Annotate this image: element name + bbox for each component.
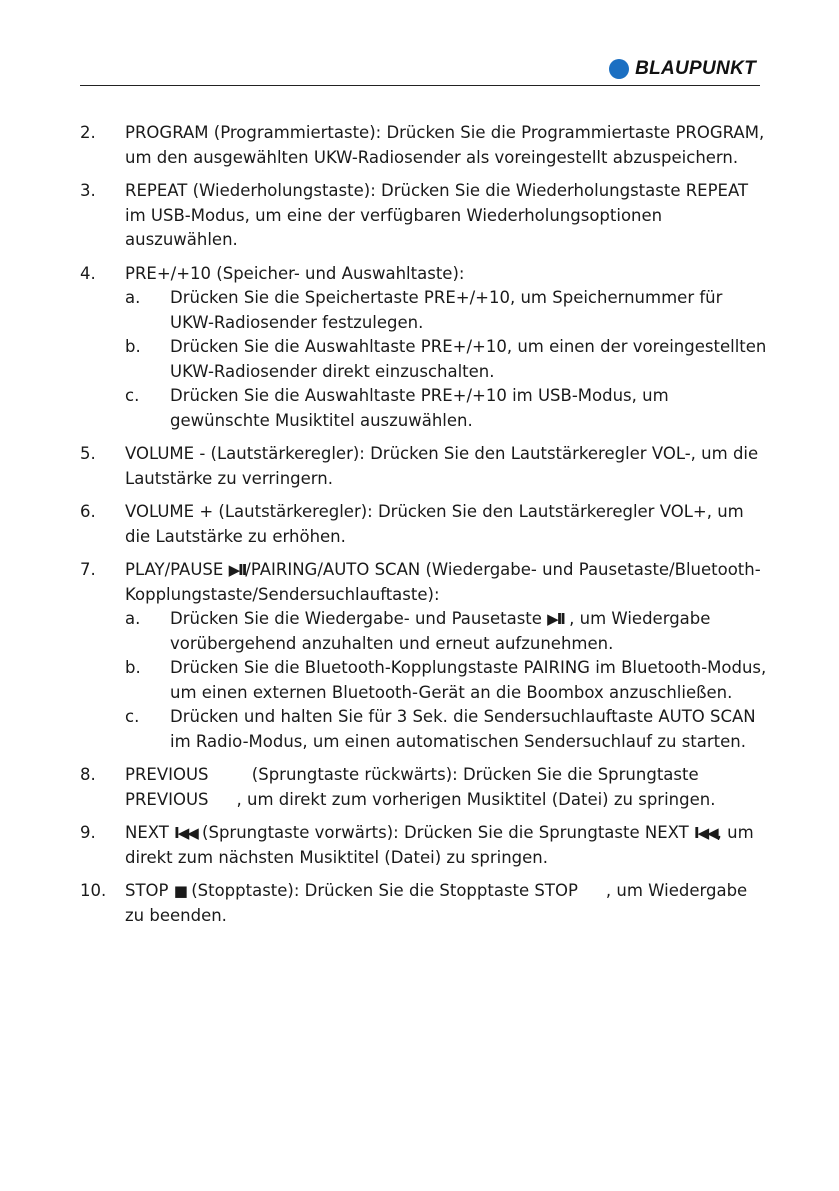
sub-item-c bbox=[125, 384, 770, 433]
item-text: PREVIOUS (Sprungtaste rückwärts): Drücken Sie die Sprungtaste PREVIOUS , um direkt zum vorherigen Musiktitel (Datei) zu springen. bbox=[125, 765, 716, 809]
item-number: 4. bbox=[80, 263, 96, 283]
sub-item-b bbox=[125, 335, 770, 384]
list-item-7 bbox=[80, 558, 770, 754]
skip-icon: I◀◀ bbox=[174, 824, 197, 842]
sub-item-text: Drücken Sie die Wiedergabe- und Pausetaste ▶II , um Wiedergabe vorübergehend anzuhalten und erneut aufzunehmen. bbox=[170, 609, 711, 653]
item-text: VOLUME - (Lautstärkeregler): Drücken Sie den Lautstärkeregler VOL-, um die Lautstärke zu verringern. bbox=[125, 444, 759, 488]
sub-item-letter: b. bbox=[125, 658, 141, 677]
skip-icon: I◀◀ bbox=[694, 824, 717, 842]
instruction-list bbox=[80, 121, 770, 937]
sub-item-b bbox=[125, 656, 770, 705]
item-number: 6. bbox=[80, 502, 96, 521]
sub-item-letter: a. bbox=[125, 609, 141, 628]
list-item-10 bbox=[80, 879, 770, 928]
sub-item-a bbox=[125, 607, 770, 656]
play-pause-icon: ▶II bbox=[228, 561, 246, 579]
list-item-5 bbox=[80, 442, 770, 491]
sub-item-a bbox=[125, 286, 770, 335]
sub-item-text: Drücken Sie die Bluetooth-Kopplungstaste PAIRING im Bluetooth-Modus, um einen externen Bluetooth-Gerät an die Boombox anzuschließen. bbox=[170, 658, 767, 702]
item-number: 7. bbox=[80, 560, 96, 579]
list-item-9 bbox=[80, 821, 770, 870]
sub-item-letter: c. bbox=[125, 386, 140, 405]
sub-item-text: Drücken Sie die Auswahltaste PRE+/+10 im USB-Modus, um gewünschte Musiktitel auszuwählen. bbox=[170, 386, 669, 430]
list-item-4 bbox=[80, 262, 770, 434]
header-divider bbox=[80, 85, 760, 86]
brand-name: BLAUPUNKT bbox=[635, 58, 756, 79]
item-text: PROGRAM (Programmiertaste): Drücken Sie die Programmiertaste PROGRAM, um den ausgewählten UKW-Radiosender als voreingestellt abzuspeichern. bbox=[125, 123, 765, 167]
item-text: REPEAT (Wiederholungstaste): Drücken Sie die Wiederholungstaste REPEAT im USB-Modus, um eine der verfügbaren Wiederholungsoptionen auszuwählen. bbox=[125, 181, 749, 249]
item-number: 5. bbox=[80, 444, 96, 463]
item-number: 3. bbox=[80, 181, 96, 200]
item-text: VOLUME + (Lautstärkeregler): Drücken Sie den Lautstärkeregler VOL+, um die Lautstärke zu erhöhen. bbox=[125, 502, 744, 546]
list-item-8 bbox=[80, 763, 770, 812]
play-pause-icon: ▶II bbox=[547, 610, 564, 628]
list-item-2 bbox=[80, 121, 770, 170]
item-number: 8. bbox=[80, 765, 96, 784]
item-number: 9. bbox=[80, 823, 96, 842]
item-text: STOP ■ (Stopptaste): Drücken Sie die Stopptaste STOP , um Wiedergabe zu beenden. bbox=[125, 881, 748, 925]
item-number: 2. bbox=[80, 123, 96, 142]
sub-item-c bbox=[125, 705, 770, 754]
sub-item-text: Drücken Sie die Auswahltaste PRE+/+10, um einen der voreingestellten UKW-Radiosender direkt einzuschalten. bbox=[170, 337, 767, 381]
item-text: PLAY/PAUSE ▶II/PAIRING/AUTO SCAN (Wiedergabe- und Pausetaste/Bluetooth-Kopplungstaste/Sendersuchlauftaste): bbox=[125, 560, 761, 604]
stop-icon: ■ bbox=[173, 882, 186, 900]
sub-item-text: Drücken und halten Sie für 3 Sek. die Sendersuchlauftaste AUTO SCAN im Radio-Modus, um einen automatischen Sendersuchlauf zu starten. bbox=[170, 707, 756, 751]
sub-item-letter: b. bbox=[125, 337, 141, 356]
item-text: NEXT I◀◀ (Sprungtaste vorwärts): Drücken Sie die Sprungtaste NEXT I◀◀, um direkt zum nächsten Musiktitel (Datei) zu springen. bbox=[125, 823, 754, 867]
item-text: PRE+/+10 (Speicher- und Auswahltaste): bbox=[125, 263, 465, 283]
list-item-3 bbox=[80, 179, 770, 253]
item-number: 10. bbox=[80, 881, 107, 900]
list-item-6 bbox=[80, 500, 770, 549]
sub-item-letter: c. bbox=[125, 707, 140, 726]
brand-logo bbox=[609, 58, 756, 80]
sub-item-letter: a. bbox=[125, 288, 141, 307]
sub-item-text: Drücken Sie die Speichertaste PRE+/+10, um Speichernummer für UKW-Radiosender festzulegen. bbox=[170, 288, 723, 332]
page-header bbox=[80, 56, 760, 86]
logo-dot-icon bbox=[609, 59, 629, 79]
